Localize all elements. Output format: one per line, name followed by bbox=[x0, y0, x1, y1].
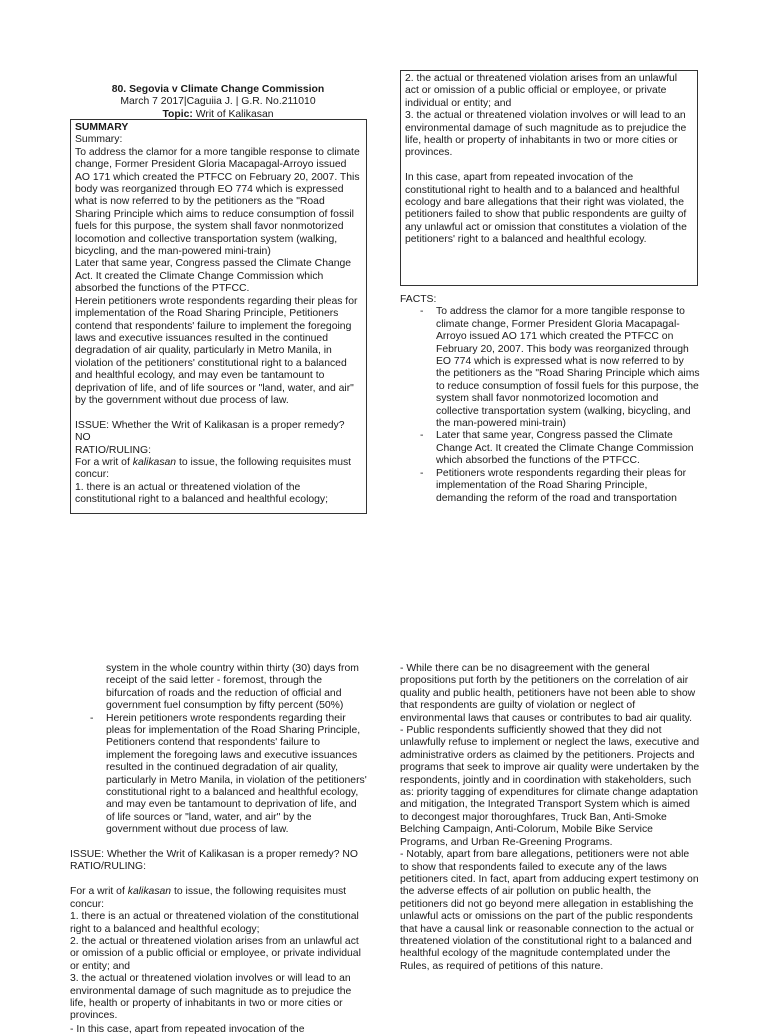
issue-text: ISSUE: Whether the Writ of Kalikasan is a proper remedy? NO bbox=[70, 849, 358, 861]
case-title: 80. Segovia v Climate Change Commission bbox=[111, 84, 325, 95]
facts-label: FACTS: bbox=[400, 294, 437, 305]
document-page-2 bbox=[0, 660, 768, 1035]
ruling-requisite-3: 3. the actual or threatened violation involves or will lead to an environmental damage of such magnitude as to prejudice the life, health or property of inhabitants in two or more cities or provinces. bbox=[405, 110, 687, 159]
requisites-intro: For a writ of kalikasan to issue, the following requisites must concur: bbox=[70, 886, 347, 910]
facts-list-continued bbox=[70, 713, 368, 837]
summary-label: SUMMARY bbox=[75, 122, 129, 133]
ratio-label: RATIO/RULING: bbox=[70, 861, 147, 873]
requisite-2: 2. the actual or threatened violation arises from an unlawful act or omission of a public official or employee, or private individual or entity; and bbox=[70, 935, 361, 972]
facts-section bbox=[400, 294, 700, 505]
requisite-3: 3. the actual or threatened violation involves or will lead to an environmental damage of such magnitude as to prejudice the life, health or property of inhabitants in two or more cities or provinces. bbox=[70, 973, 352, 1022]
facts-list bbox=[400, 306, 700, 505]
facts-item: - Herein petitioners wrote respondents regarding their pleas for implementation of the Road Sharing Principle, Petitioners contend that respondents' failure to implement the foregoing laws and executive issuances resulted in the continued degradation of air quality, particularly in Metro Manila, in violation of the petitioners' constitutional right to a balanced and healthful ecology, and may even be tantamount to deprivation of life, and of life sources or "land, water, and air" by the government without due process of law. bbox=[70, 713, 368, 837]
summary-requisite-1: 1. there is an actual or threatened violation of the constitutional right to a balanced and healthful ecology; bbox=[75, 481, 329, 506]
cut-off-line: - In this case, apart from repeated invocation of the bbox=[70, 1023, 305, 1035]
summary-issue: ISSUE: Whether the Writ of Kalikasan is a proper remedy? NO bbox=[75, 419, 345, 444]
ruling-paragraph-3: - Notably, apart from bare allegations, petitioners were not able to show that respondents failed to execute any of the laws petitioners cited. In fact, apart from adducing expert testimony on the adverse effects of air pollution on public health, the petitioners did not go beyond mere allegation in establishing the unlawful acts or omissions on the part of the public respondents that have a causal link or reasonable connection to the actual or threatened violation of the constitutional right to a balanced and healthful ecology of the magnitude contemplated under the Rules, as required of petitions of this nature. bbox=[400, 849, 699, 972]
page2-left-column bbox=[70, 663, 368, 1036]
summary-ratio-label: RATIO/RULING: bbox=[75, 444, 152, 456]
case-meta: March 7 2017|Caguiia J. | G.R. No.211010 bbox=[120, 96, 316, 108]
facts-continuation: system in the whole country within thirty (30) days from receipt of the said letter - foremost, through the bifurcation of roads and the reduction of official and government fuel consumption by fifty percent (50%) bbox=[106, 663, 359, 712]
summary-text: Summary: To address the clamor for a more tangible response to climate change, Former President Gloria Macapagal-Arroyo issued AO 171 which created the PTFCC on February 20, 2007. This body was reorganized through EO 774 which is expressed what is now referred to by the petitioners as the "Road Sharing Principle which aims to reduce consumption of fossil fuels for this purpose, the system shall favor nonmotorized locomotion and collective transportation system (walking, bicycling, and the man-powered mini-train) Later that same year, Congress passed the Climate Change Act. It created the Climate Change Commission which absorbed the functions of the PTFCC. Herein petitioners wrote respondents regarding their pleas for implementation of the Road Sharing Principle, Petitioners contend that respondents' failure to implement the foregoing laws and executive issuances resulted in the continued degradation of air quality, particularly in Metro Manila, in violation of the petitioners' constitutional right to a balanced and healthful ecology, and may even be tantamount to deprivation of life, and of life sources or "land, water, and air" by the government without due process of law. bbox=[75, 134, 360, 406]
summary-box bbox=[70, 119, 367, 514]
summary-requisites-intro: For a writ of kalikasan to issue, the following requisites must concur: bbox=[75, 456, 352, 481]
page2-right-column bbox=[400, 663, 700, 973]
case-header bbox=[70, 84, 366, 121]
requisite-1: 1. there is an actual or threatened violation of the constitutional right to a balanced and healthful ecology; bbox=[70, 911, 359, 935]
ruling-requisite-2: 2. the actual or threatened violation arises from an unlawful act or omission of a public official or employee, or private individual or entity; and bbox=[405, 73, 678, 109]
ruling-conclusion: In this case, apart from repeated invocation of the constitutional right to health and to a balanced and healthful ecology and bare allegations that their right was violated, the petitioners failed to show that public respondents are guilty of any unlawful act or omission that constitutes a violation of the petitioners' right to a balanced and healthful ecology. bbox=[405, 172, 687, 246]
topic-value: Writ of Kalikasan bbox=[195, 108, 274, 120]
facts-item: - To address the clamor for a more tangible response to climate change, Former President Gloria Macapagal-Arroyo issued AO 171 which created the PTFCC on February 20, 2007. This body was reorganized through EO 774 which is expressed what is now referred to by the petitioners as the "Road Sharing Principle which aims to reduce consumption of fossil fuels for this purpose, the system shall favor nonmotorized locomotion and collective transportation system (walking, bicycling, and the man-powered mini-train) bbox=[400, 306, 700, 430]
ruling-paragraph-1: - While there can be no disagreement with the general propositions put forth by the petitioners on the correlation of air quality and public health, petitioners have not been able to show that respondents are guilty of violation or neglect of environmental laws that causes or contributes to bad air quality. bbox=[400, 663, 696, 724]
facts-item: - Petitioners wrote respondents regarding their pleas for implementation of the Road Sharing Principle, demanding the reform of the road and transportation bbox=[400, 468, 700, 505]
topic-label: Topic: bbox=[162, 108, 193, 120]
ruling-box bbox=[400, 70, 698, 286]
ruling-paragraph-2: - Public respondents sufficiently showed that they did not unlawfully refuse to implement or neglect the laws, executive and administrative orders as claimed by the petitioners. Projects and programs that seek to improve air quality were undertaken by the respondents, jointly and in coordination with stakeholders, such as: priority tagging of expenditures for climate change adaptation and mitigation, the Integrated Transport System which is aimed to decongest major thoroughfares, Truck Ban, Anti-Smoke Belching Campaign, Anti-Colorum, Mobile Bike Service Programs, and Urban Re-Greening Programs. bbox=[400, 725, 700, 848]
facts-item: - Later that same year, Congress passed the Climate Change Act. It created the Climate Change Commission which absorbed the functions of the PTFCC. bbox=[400, 430, 700, 467]
